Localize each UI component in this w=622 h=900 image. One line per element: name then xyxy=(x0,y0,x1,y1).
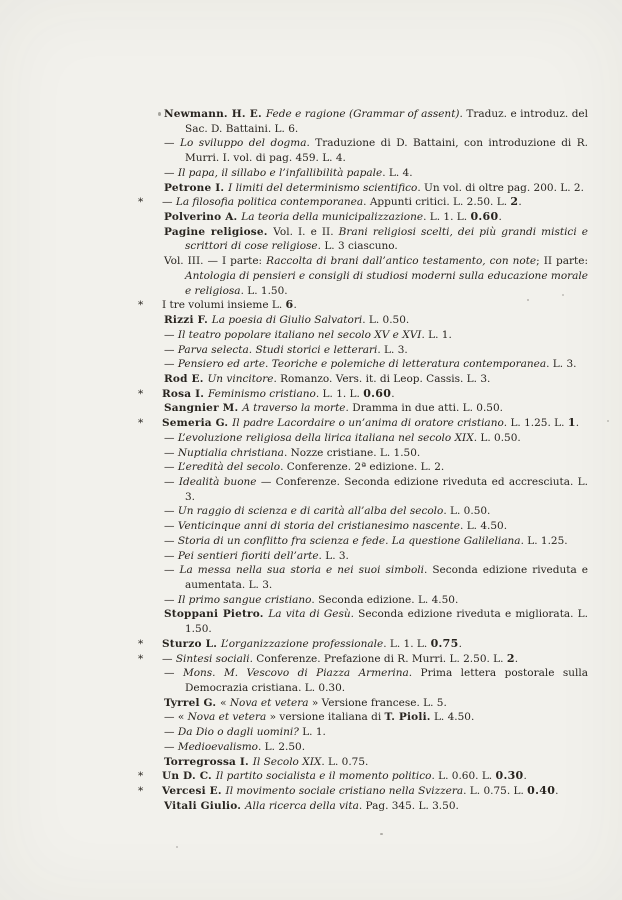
list-item xyxy=(138,784,588,799)
text-segment: Sturzo L. xyxy=(162,637,221,650)
list-item xyxy=(138,769,588,784)
text-segment: Nova et vetera xyxy=(187,711,267,724)
text-segment: Newmann. H. E. xyxy=(164,108,266,120)
list-item xyxy=(164,401,588,416)
edition-asterisk: * xyxy=(138,387,144,400)
text-segment: Da Dio o dagli uomini? xyxy=(177,726,299,739)
text-segment: Lo sviluppo del dogma xyxy=(179,137,307,150)
text-segment: Raccolta di brani dall’antico testamento, con note xyxy=(266,255,537,268)
text-segment: Torregrossa I. xyxy=(164,755,253,768)
text-segment: . L. 4. xyxy=(382,166,413,179)
text-segment: — xyxy=(162,196,176,209)
text-segment: Un D. C. xyxy=(162,770,216,783)
text-segment: L’eredità del secolo xyxy=(177,461,281,474)
list-item xyxy=(164,696,588,711)
text-segment: Un vincitore xyxy=(207,372,274,385)
list-item xyxy=(138,298,588,313)
text-segment: . xyxy=(523,770,527,783)
text-segment: 2 xyxy=(506,651,515,665)
text-segment: Stoppani Pietro. xyxy=(164,608,269,621)
text-segment: Il padre Lacordaire o un’anima di oratore cristiano xyxy=(232,417,504,430)
edition-asterisk: * xyxy=(138,770,144,783)
list-item xyxy=(138,416,588,431)
text-segment: . Traduz. e introduz. del Sac. D. Battaini. L. 6. xyxy=(185,108,588,135)
text-segment: Pensiero ed arte. Teoriche e polemiche di letteratura contemporanea xyxy=(177,358,547,371)
list-item xyxy=(164,799,588,814)
text-segment: . L. 0.75. L. xyxy=(463,785,528,798)
list-item xyxy=(138,386,588,402)
text-segment: — xyxy=(164,726,178,739)
text-segment: 0.60 xyxy=(363,386,392,400)
list-item xyxy=(164,475,588,504)
text-segment: 0.40 xyxy=(527,784,556,798)
text-segment: Venticinque anni di storia del cristianesimo nascente xyxy=(177,520,461,533)
text-segment: Rod E. xyxy=(164,372,208,385)
text-segment: — xyxy=(164,740,178,753)
list-item xyxy=(164,210,588,225)
text-segment: La filosofia politica contemporanea xyxy=(175,196,364,209)
text-segment: — xyxy=(164,431,178,444)
list-item xyxy=(164,181,588,196)
text-segment: Il Secolo XIX xyxy=(252,755,322,768)
text-segment: ; II parte: xyxy=(536,255,588,268)
scan-speck xyxy=(176,846,178,848)
text-segment: — xyxy=(164,446,178,459)
text-segment: . Conferenze. Prefazione di R. Murri. L. 2.50. L. xyxy=(249,652,507,665)
text-segment: Vercesi E. xyxy=(162,785,226,798)
text-segment: . L. 0.50. xyxy=(473,431,521,444)
text-segment: . xyxy=(293,299,297,312)
text-segment: L’organizzazione professionale xyxy=(220,637,384,650)
text-segment: Idealità buone xyxy=(178,475,257,488)
text-segment: Antologia di pensieri e consigli di studiosi moderni sulla educazione morale e religiosa xyxy=(185,269,588,297)
text-segment: Rosa I. xyxy=(162,387,208,400)
text-segment: Rizzi F. xyxy=(164,314,212,327)
text-segment: — xyxy=(164,593,178,606)
list-item xyxy=(164,519,588,534)
text-segment: . Seconda edizione riveduta e aumentata. L. 3. xyxy=(185,564,588,591)
text-segment: . xyxy=(518,196,522,209)
edition-asterisk: * xyxy=(138,785,144,798)
text-segment: . L. 1. xyxy=(421,328,452,341)
text-segment: — xyxy=(164,505,178,518)
edition-asterisk: * xyxy=(138,652,144,665)
text-segment: Nuptialia christiana xyxy=(177,446,284,459)
text-segment: — xyxy=(164,358,178,371)
text-segment: . L. 1. L. xyxy=(383,637,431,650)
text-segment: Fede e ragione (Grammar of assent) xyxy=(265,108,460,120)
text-segment: . L. 0.75. xyxy=(321,755,369,768)
text-segment: Un raggio di scienza e di carità all’alba del secolo xyxy=(177,505,444,518)
text-segment: Semeria G. xyxy=(162,417,233,430)
text-segment: La teoria della municipalizzazione xyxy=(241,211,424,224)
text-segment: . xyxy=(555,785,559,798)
text-segment: . L. 1.25. L. xyxy=(503,417,568,430)
text-segment: Sintesi sociali xyxy=(175,652,250,665)
text-segment: Feminismo cristiano xyxy=(207,387,316,400)
list-item xyxy=(164,549,588,564)
text-segment: 0.60 xyxy=(470,210,499,224)
list-item xyxy=(164,313,588,328)
text-segment: . Traduzione di D. Battaini, con introduzione di R. Murri. I. vol. di pag. 459. L. 4. xyxy=(185,137,588,165)
text-segment: Storia di un conflitto fra scienza e fede. La questione Galileliana xyxy=(177,534,521,547)
list-item xyxy=(138,636,588,652)
text-segment: . Dramma in due atti. L. 0.50. xyxy=(345,402,503,415)
book-list xyxy=(138,107,588,814)
text-segment: 1 xyxy=(567,416,576,430)
text-segment: Il primo sangue cristiano xyxy=(177,593,312,606)
list-item xyxy=(164,593,588,608)
text-segment: . L. 1.25. xyxy=(520,534,568,547)
list-item xyxy=(164,534,588,549)
text-segment: « xyxy=(220,696,230,709)
text-segment: Parva selecta. Studi storici e letterari xyxy=(177,343,378,356)
list-item xyxy=(164,107,588,136)
text-segment: Il papa, il sillabo e l’infallibilità papale xyxy=(177,166,383,179)
text-segment: Sangnier M. xyxy=(164,402,243,415)
text-segment: Pei sentieri fioriti dell’arte xyxy=(177,549,319,562)
text-segment: — Conferenze. Seconda edizione riveduta ed accresciuta. L. 3. xyxy=(185,475,588,503)
text-segment: L’evoluzione religiosa della lirica italiana nel secolo XIX xyxy=(177,431,474,444)
text-segment: . L. 3. xyxy=(377,343,408,356)
text-segment: Nova et vetera xyxy=(229,696,309,709)
scan-speck xyxy=(562,294,564,296)
edition-asterisk: * xyxy=(138,637,144,650)
list-item xyxy=(164,136,588,165)
text-segment: 2 xyxy=(510,195,519,209)
text-segment: . Romanzo. Vers. it. di Leop. Cassis. L. 3. xyxy=(273,372,491,385)
text-segment: . L. 1. L. xyxy=(423,211,471,224)
text-segment: . xyxy=(391,387,395,400)
text-segment: — « xyxy=(164,711,188,724)
text-segment: I tre volumi insieme L. xyxy=(162,299,286,312)
list-item xyxy=(164,563,588,592)
text-segment: . xyxy=(458,637,462,650)
edition-asterisk: * xyxy=(138,417,144,430)
list-item xyxy=(164,446,588,461)
text-segment: Alla ricerca della vita xyxy=(244,799,359,812)
list-item xyxy=(164,725,588,740)
edition-asterisk: * xyxy=(138,196,144,209)
text-segment: — xyxy=(164,461,178,474)
text-segment: . Prima lettera postorale sulla Democrazia cristiana. L. 0.30. xyxy=(185,667,588,695)
list-item xyxy=(164,166,588,181)
list-item xyxy=(164,460,588,475)
list-item xyxy=(164,343,588,358)
text-segment: . L. 3. xyxy=(318,549,349,562)
edition-asterisk: * xyxy=(138,299,144,312)
text-segment: Medioevalismo xyxy=(177,740,258,753)
list-item xyxy=(164,740,588,755)
text-segment: . L. 0.60. L. xyxy=(431,770,496,783)
text-segment: A traverso la morte xyxy=(242,402,346,415)
text-segment: — xyxy=(164,534,178,547)
text-segment: Pagine religiose. xyxy=(164,225,274,238)
text-segment: Polverino A. xyxy=(164,211,242,224)
text-segment: La poesia di Giulio Salvatori xyxy=(211,314,363,327)
text-segment: Tyrrel G. xyxy=(164,696,221,709)
text-segment: . Appunti critici. L. 2.50. L. xyxy=(363,196,511,209)
text-segment: . xyxy=(514,652,519,665)
text-segment: . L. 3. xyxy=(546,358,577,371)
scan-speck xyxy=(158,112,161,116)
text-segment: I limiti del determinismo scientifico xyxy=(228,181,418,194)
text-segment: — xyxy=(164,166,178,179)
list-item xyxy=(164,431,588,446)
text-segment: » versione italiana di xyxy=(266,711,385,724)
text-segment: T. Pioli. xyxy=(384,711,431,724)
text-segment: L. 1. xyxy=(298,726,326,739)
text-segment: — xyxy=(162,652,176,665)
text-segment: . L. 0.50. xyxy=(443,505,491,518)
text-segment: . xyxy=(575,417,580,430)
text-segment: La messa nella sua storia e nei suoi simboli xyxy=(179,564,424,577)
text-segment: 6 xyxy=(285,298,294,312)
list-item xyxy=(164,710,588,725)
text-segment: — xyxy=(164,520,178,533)
list-item xyxy=(164,254,588,298)
text-segment: Mons. M. Vescovo di Piazza Armerina xyxy=(182,667,409,680)
text-segment: . Pag. 345. L. 3.50. xyxy=(358,799,459,812)
text-segment: . L. 4.50. xyxy=(460,520,508,533)
list-item xyxy=(138,651,588,667)
scan-speck xyxy=(380,833,383,835)
text-segment: . L. 1. L. xyxy=(315,387,364,400)
text-segment: . L. 1.50. xyxy=(240,284,288,297)
text-segment: Brani religiosi scelti, dei più grandi mistici e scrittori di cose religiose xyxy=(185,225,588,253)
text-segment: — xyxy=(164,549,178,562)
text-segment: » Versione francese. L. 5. xyxy=(308,696,447,709)
list-item xyxy=(164,755,588,770)
text-segment: . Seconda edizione riveduta e migliorata. L. 1.50. xyxy=(185,608,588,636)
list-item xyxy=(164,372,588,387)
text-segment: La vita di Gesù xyxy=(268,608,351,621)
text-segment: 0.75 xyxy=(430,636,459,650)
text-segment: — xyxy=(164,475,179,488)
text-segment: Petrone I. xyxy=(164,181,229,194)
list-item xyxy=(164,357,588,372)
text-segment: — xyxy=(164,328,178,341)
text-segment: Il partito socialista e il momento politico xyxy=(215,770,432,783)
scan-speck xyxy=(527,299,529,301)
text-segment: . Seconda edizione. L. 4.50. xyxy=(311,593,459,606)
scan-speck xyxy=(607,420,609,422)
text-segment: Vol. I. e II. xyxy=(273,225,339,238)
text-segment: — xyxy=(164,137,180,150)
text-segment: . L. 0.50. xyxy=(362,314,410,327)
text-segment: — xyxy=(164,667,183,680)
text-segment: . xyxy=(498,211,502,224)
text-segment: . L. 2.50. xyxy=(258,740,306,753)
text-segment: — xyxy=(164,343,178,356)
text-segment: . L. 3 ciascuno. xyxy=(317,240,398,253)
list-item xyxy=(164,666,588,695)
list-item xyxy=(164,607,588,636)
text-segment: . Conferenze. 2ª edizione. L. 2. xyxy=(280,461,445,474)
text-segment: Vol. III. — I parte: xyxy=(164,255,267,268)
list-item xyxy=(164,225,588,254)
text-segment: — xyxy=(164,564,180,577)
list-item xyxy=(138,195,588,210)
text-segment: Il teatro popolare italiano nel secolo XV e XVI xyxy=(177,328,422,341)
text-segment: Il movimento sociale cristiano nella Svizzera xyxy=(225,785,464,798)
list-item xyxy=(164,328,588,343)
text-segment: Vitali Giulio. xyxy=(164,799,245,812)
list-item xyxy=(164,504,588,519)
text-segment: . Un vol. di oltre pag. 200. L. 2. xyxy=(417,181,584,194)
text-segment: 0.30 xyxy=(495,769,524,783)
text-segment: . Nozze cristiane. L. 1.50. xyxy=(283,446,421,459)
text-segment: L. 4.50. xyxy=(430,711,475,724)
